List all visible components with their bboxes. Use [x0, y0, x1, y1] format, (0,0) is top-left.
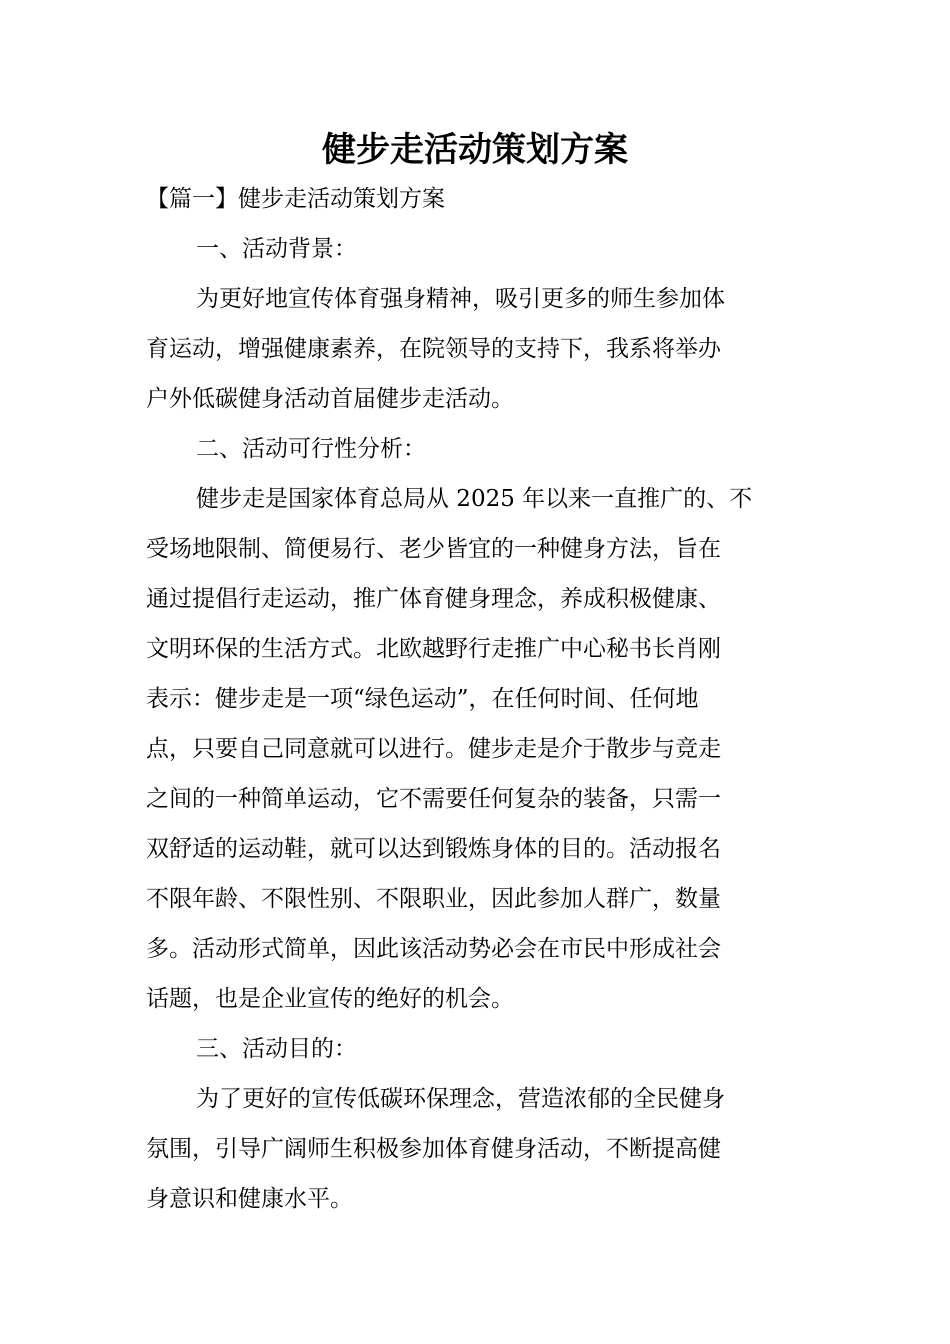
paragraph-line: 健步走是国家体育总局从 2025 年以来一直推广的、不 — [196, 486, 753, 512]
page-title: 健步走活动策划方案 — [322, 130, 628, 170]
paragraph-line: 受场地限制、简便易行、老少皆宜的一种健身方法，旨在 — [146, 536, 721, 562]
paragraph-line: 双舒适的运动鞋，就可以达到锻炼身体的目的。活动报名 — [146, 836, 721, 862]
paragraph-line: 身意识和健康水平。 — [146, 1186, 353, 1212]
paragraph-line: 之间的一种简单运动，它不需要任何复杂的装备，只需一 — [146, 786, 721, 812]
paragraph-line: 氛围，引导广阔师生积极参加体育健身活动，不断提高健 — [146, 1136, 721, 1162]
paragraph-line: 话题，也是企业宣传的绝好的机会。 — [146, 986, 514, 1012]
section-heading-background: 一、活动背景： — [196, 236, 357, 262]
paragraph-line: 户外低碳健身活动首届健步走活动。 — [146, 386, 514, 412]
paragraph-line: 为了更好的宣传低碳环保理念，营造浓郁的全民健身 — [196, 1086, 725, 1112]
paragraph-line: 不限年龄、不限性别、不限职业，因此参加人群广，数量 — [146, 886, 721, 912]
paragraph-line: 育运动，增强健康素养，在院领导的支持下，我系将举办 — [146, 336, 721, 362]
section-heading-purpose: 三、活动目的： — [196, 1036, 357, 1062]
paragraph-line: 文明环保的生活方式。北欧越野行走推广中心秘书长肖刚 — [146, 636, 721, 662]
section-heading-feasibility: 二、活动可行性分析： — [196, 436, 426, 462]
paragraph-line: 多。活动形式简单，因此该活动势必会在市民中形成社会 — [146, 936, 721, 962]
paragraph-line: 点，只要自己同意就可以进行。健步走是介于散步与竞走 — [146, 736, 721, 762]
part-heading: 【篇一】健步走活动策划方案 — [146, 186, 445, 212]
paragraph-line: 表示：健步走是一项“绿色运动”，在任何时间、任何地 — [146, 686, 699, 712]
paragraph-line: 通过提倡行走运动，推广体育健身理念，养成积极健康、 — [146, 586, 721, 612]
paragraph-line: 为更好地宣传体育强身精神，吸引更多的师生参加体 — [196, 286, 725, 312]
